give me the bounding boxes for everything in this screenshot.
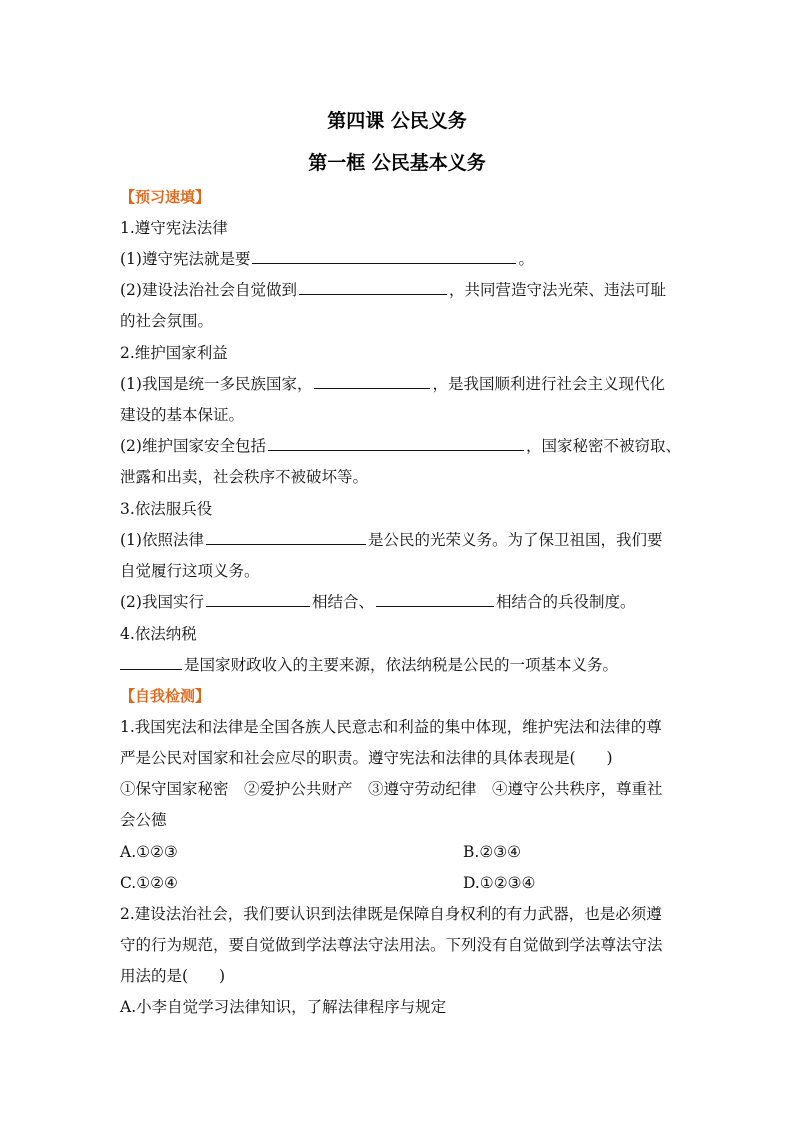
q2-line2: 守的行为规范，要自觉做到学法尊法守法用法。下列没有自觉做到学法尊法守法 [120, 936, 663, 954]
fill-blank[interactable] [314, 374, 430, 389]
item2-q2-text: (2)维护国家安全包括 [120, 437, 266, 455]
item3-q1-text2: 是公民的光荣义务。为了保卫祖国，我们要 [367, 531, 663, 549]
selfcheck-heading: 【自我检测】 [120, 687, 211, 705]
item1-q1-text: (1)遵守宪法就是要 [120, 250, 251, 268]
section-title: 第一框 公民基本义务 [308, 152, 486, 174]
q1-option-b[interactable]: B.②③④ [463, 843, 522, 861]
item1-q1 [120, 249, 680, 269]
fill-blank[interactable] [268, 436, 524, 451]
item1-q2-text2: ，共同营造守法光荣、违法可耻 [448, 281, 666, 299]
item1-q2 [120, 280, 680, 300]
fill-blank[interactable] [252, 249, 516, 264]
item3-title: 3.依法服兵役 [120, 500, 213, 518]
q1-option-c[interactable]: C.①②④ [120, 874, 178, 892]
q1-option-a[interactable]: A.①②③ [120, 843, 178, 861]
item2-q1 [120, 374, 680, 394]
lesson-title: 第四课 公民义务 [327, 110, 467, 132]
item3-q2 [120, 592, 680, 612]
item2-q1-cont: 建设的基本保证。 [120, 406, 245, 424]
item2-q2 [120, 436, 680, 456]
q1-line2: 严是公民对国家和社会应尽的职责。遵守宪法和法律的具体表现是( ) [120, 749, 613, 767]
item2-q1-text2: ，是我国顺利进行社会主义现代化 [432, 375, 665, 393]
item3-q1-cont: 自觉履行这项义务。 [120, 562, 260, 580]
item1-q2-text: (2)建设法治社会自觉做到 [120, 281, 297, 299]
item3-q1 [120, 530, 680, 550]
item2-title: 2.维护国家利益 [120, 344, 228, 362]
fill-blank[interactable] [206, 592, 310, 607]
fill-blank[interactable] [299, 280, 447, 295]
item4-q1 [120, 655, 680, 675]
item1-title: 1.遵守宪法法律 [120, 219, 228, 237]
item4-q1-text: 是国家财政收入的主要来源，依法纳税是公民的一项基本义务。 [184, 656, 619, 674]
q1-line1: 1.我国宪法和法律是全国各族人民意志和利益的集中体现，维护宪法和法律的尊 [120, 718, 662, 736]
item2-q2-cont: 泄露和出卖，社会秩序不被破坏等。 [120, 468, 369, 486]
q1-line3: ①保守国家秘密 ②爱护公共财产 ③遵守劳动纪律 ④遵守公共秩序，尊重社 [120, 780, 663, 798]
q2-option-a[interactable]: A.小李自觉学习法律知识，了解法律程序与规定 [120, 998, 447, 1016]
item3-q2-text2: 相结合、 [311, 593, 374, 611]
fill-blank[interactable] [206, 530, 366, 545]
q2-line1: 2.建设法治社会，我们要认识到法律既是保障自身权利的有力武器，也是必须遵 [120, 905, 662, 923]
item1-q1-end: 。 [518, 250, 534, 268]
q2-line3: 用法的是( ) [120, 967, 226, 985]
item1-q2-cont: 的社会氛围。 [120, 312, 214, 330]
q1-line4: 会公德 [120, 811, 167, 829]
fill-blank[interactable] [120, 655, 182, 670]
item3-q1-text: (1)依照法律 [120, 531, 204, 549]
item2-q1-text: (1)我国是统一多民族国家， [120, 375, 313, 393]
q1-option-d[interactable]: D.①②③④ [463, 874, 536, 892]
item3-q2-text: (2)我国实行 [120, 593, 204, 611]
item3-q2-text3: 相结合的兵役制度。 [495, 593, 636, 611]
item4-title: 4.依法纳税 [120, 625, 197, 643]
item2-q2-text2: ，国家秘密不被窃取、 [525, 437, 681, 455]
fill-blank[interactable] [376, 592, 494, 607]
preview-heading: 【预习速填】 [120, 188, 211, 206]
